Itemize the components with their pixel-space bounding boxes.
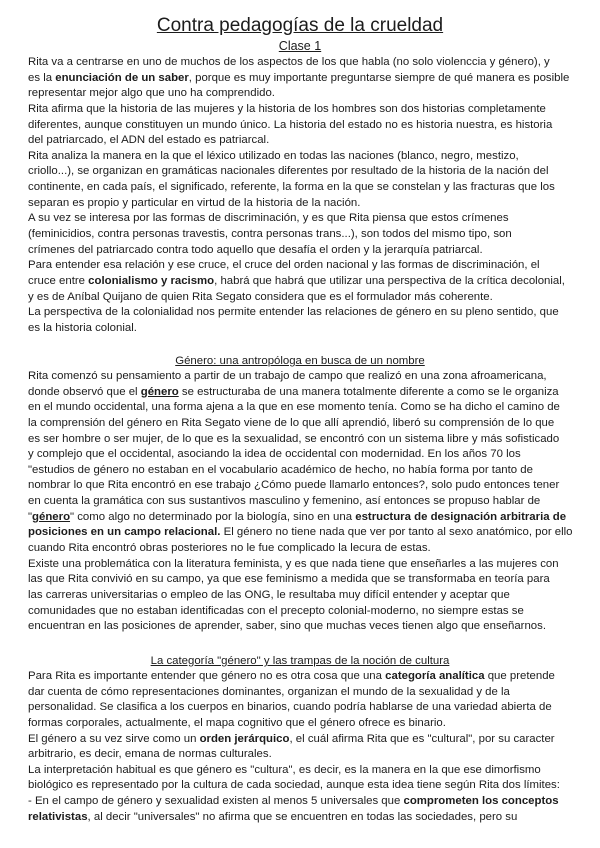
text-line: posiciones en un campo relacional. El género no tiene nada que ver por tanto al sexo anatómico, por ello bbox=[28, 526, 573, 539]
section-1-paragraphs bbox=[28, 55, 574, 337]
text-line: El género a su vez sirve como un orden jerárquico, el cuál afirma Rita que es "cultural", por su caracter bbox=[28, 732, 555, 745]
text-line: Para Rita es importante entender que género no es otra cosa que una categoría analítica que pretende bbox=[28, 670, 555, 682]
text-line: las que Rita convivió en su campo, ya que ese feminismo a medida que se transformaba en teoría para bbox=[28, 573, 550, 586]
page-title: Contra pedagogías de la crueldad bbox=[156, 15, 444, 36]
bold-text: comprometen los conceptos bbox=[403, 795, 559, 808]
text-line: La interpretación habitual es que género es "cultura", es decir, es la manera en la que ese dimorfismo bbox=[28, 763, 541, 776]
bold-text: colonialismo y racismo bbox=[88, 274, 215, 287]
text-line: Rita afirma que la historia de las mujeres y la historia de los hombres son dos historias completamente bbox=[28, 102, 546, 115]
text-line: comunidades que no estaban identificadas con el precepto colonial-moderno, no siempre estas se bbox=[28, 604, 524, 617]
text-line: y complejo que el occidental, asociando la idea de occidental con modernidad. En los años 70 los bbox=[28, 448, 521, 461]
text-line: del patriarcado, el ADN del estado es patriarcal. bbox=[28, 134, 270, 147]
bold-text: orden jerárquico bbox=[199, 732, 290, 745]
text-line: es la historia colonial. bbox=[28, 321, 137, 334]
bold-text: posiciones en un campo relacional. bbox=[28, 526, 221, 539]
text-line: Rita analiza la manera en la que el léxico utilizado en todas las naciones (blanco, negro, mestizo, bbox=[28, 149, 519, 162]
text-line: representar mejor algo que uno ha comprendido. bbox=[28, 87, 275, 100]
bold-text: categoría analítica bbox=[385, 670, 485, 682]
text-line: en cuenta la gramática con sus sustantivos masculino y femenino, así entonces se propuso hablar de bbox=[28, 495, 541, 508]
section-2-paragraphs bbox=[28, 369, 574, 635]
text-line: "estudios de género no estaban en el vocabulario académico de hecho, no había forma por tanto de bbox=[28, 463, 533, 476]
class-subtitle: Clase 1 bbox=[278, 39, 322, 53]
text-line: arbitrario, es decir, emana de normas culturales. bbox=[28, 748, 272, 761]
text-line: "género" como algo no determinado por la biología, sino en una estructura de designación arbitraria de bbox=[28, 510, 567, 523]
text-line: donde observó que el género se estructuraba de una manera totalmente diferente a como se le organiza bbox=[28, 385, 559, 398]
text-line: Para entender esa relación y ese cruce, el cruce del orden nacional y las formas de discriminación, el bbox=[28, 259, 540, 272]
text-line: Rita va a centrarse en uno de muchos de los aspectos de los que habla (no solo violenccia y género), y bbox=[28, 56, 550, 68]
text-line: encuentran en las posiciones de aprender, saber, sino que muchas veces tienen algo que enseñarnos. bbox=[28, 620, 546, 633]
section-2-heading: Género: una antropóloga en busca de un nombre bbox=[175, 355, 425, 367]
text-line: relativistas, al decir "universales" no afirma que se encuentren en todas las sociedades, pero su bbox=[28, 810, 518, 823]
text-line: cuando Rita encontró obras posteriores no le fue complicado la lecura de estas. bbox=[28, 542, 431, 555]
text-line: nombrar lo que Rita encontró en ese trabajo ¿Cómo puede llamarlo entonces?, solo pudo entonces tener bbox=[28, 479, 560, 492]
section-3-paragraphs bbox=[28, 669, 574, 825]
bold-underlined-text: género bbox=[32, 510, 71, 523]
text-line: biológico es representado por la cultura de cada sociedad, aunque esta idea tiene según Rita dos límites: bbox=[28, 779, 560, 792]
text-line: A su vez se interesa por las formas de discriminación, y es que Rita piensa que estos crímenes bbox=[28, 212, 509, 225]
text-line: continente, en cada país, el significado, referente, la forma en la que se constelan y las fracturas que los bbox=[28, 181, 555, 194]
bold-underlined-text: género bbox=[140, 385, 179, 398]
text-line: en el mundo occidental, una forma ajena a la que en ese momento tenía. Como se ha dicho el camino de bbox=[28, 401, 560, 414]
bold-text: relativistas bbox=[28, 810, 88, 823]
text-line: cruce entre colonialismo y racismo, habrá que habrá que utilizar una perspectiva de la crítica decolonial, bbox=[28, 274, 565, 287]
text-line: (feminicidios, contra personas travestis, contra personas trans...), son todos del mismo tipo, son bbox=[28, 228, 512, 241]
text-line: la comprensión del género en Rita Segato viene de lo que allí aprendió, liberó su comprensión de lo que bbox=[28, 416, 555, 429]
text-line: es ser hombre o ser mujer, de lo que es la sexualidad, se encontró con un sistema libre y más sofisticado bbox=[28, 432, 560, 445]
bold-text: estructura de designación arbitraria de bbox=[355, 510, 567, 523]
section-3-heading: La categoría "género" y las trampas de la noción de cultura bbox=[150, 655, 450, 667]
text-line: - En el campo de género y sexualidad existen al menos 5 universales que comprometen los conceptos bbox=[28, 795, 559, 808]
text-line: dar cuenta de cómo representaciones dominantes, organizan el mundo de la sexualidad y de la bbox=[28, 685, 510, 698]
text-line: La perspectiva de la colonialidad nos permite entender las relaciones de género en su pleno sentido, que bbox=[28, 306, 559, 319]
text-line: y es de Aníbal Quijano de quien Rita Segato considera que es el formulador más coherente. bbox=[28, 290, 493, 303]
text-line: Existe una problemática con la literatura feminista, y es que nada tiene que enseñarles a las mujeres con bbox=[28, 557, 559, 570]
text-line: separan es propio y particular en virtud de la historia de la nación. bbox=[28, 196, 361, 209]
text-line: Rita comenzó su pensamiento a partir de un trabajo de campo que realizó en una zona afroamericana, bbox=[28, 370, 547, 382]
text-line: crímenes del patriarcado contra todo aquello que desafía el orden y la jerarquía patriarcal. bbox=[28, 243, 483, 256]
text-line: personalidad. Se clasifica a los cuerpos en binarios, cuando podría hablarse de una variedad abierta de bbox=[28, 701, 552, 714]
text-line: las carreras universitarias o empleo de las ONG, le resultaba muy difícil entender y aceptar que bbox=[28, 588, 510, 601]
text-line: diferentes, aunque constituyen un mundo único. La historia del estado no es historia nuestra, es historia bbox=[28, 118, 553, 131]
text-line: criollo...), se organizan en gramáticas nacionales diferentes por resultado de la historia de la nación del bbox=[28, 165, 549, 178]
text-line: formas corporales, actualmente, el mapa cognitivo que el género ofrece es binario. bbox=[28, 716, 446, 729]
text-line: es la enunciación de un saber, porque es muy importante preguntarse siempre de qué manera es posible bbox=[28, 71, 570, 84]
bold-text: enunciación de un saber bbox=[55, 71, 189, 84]
